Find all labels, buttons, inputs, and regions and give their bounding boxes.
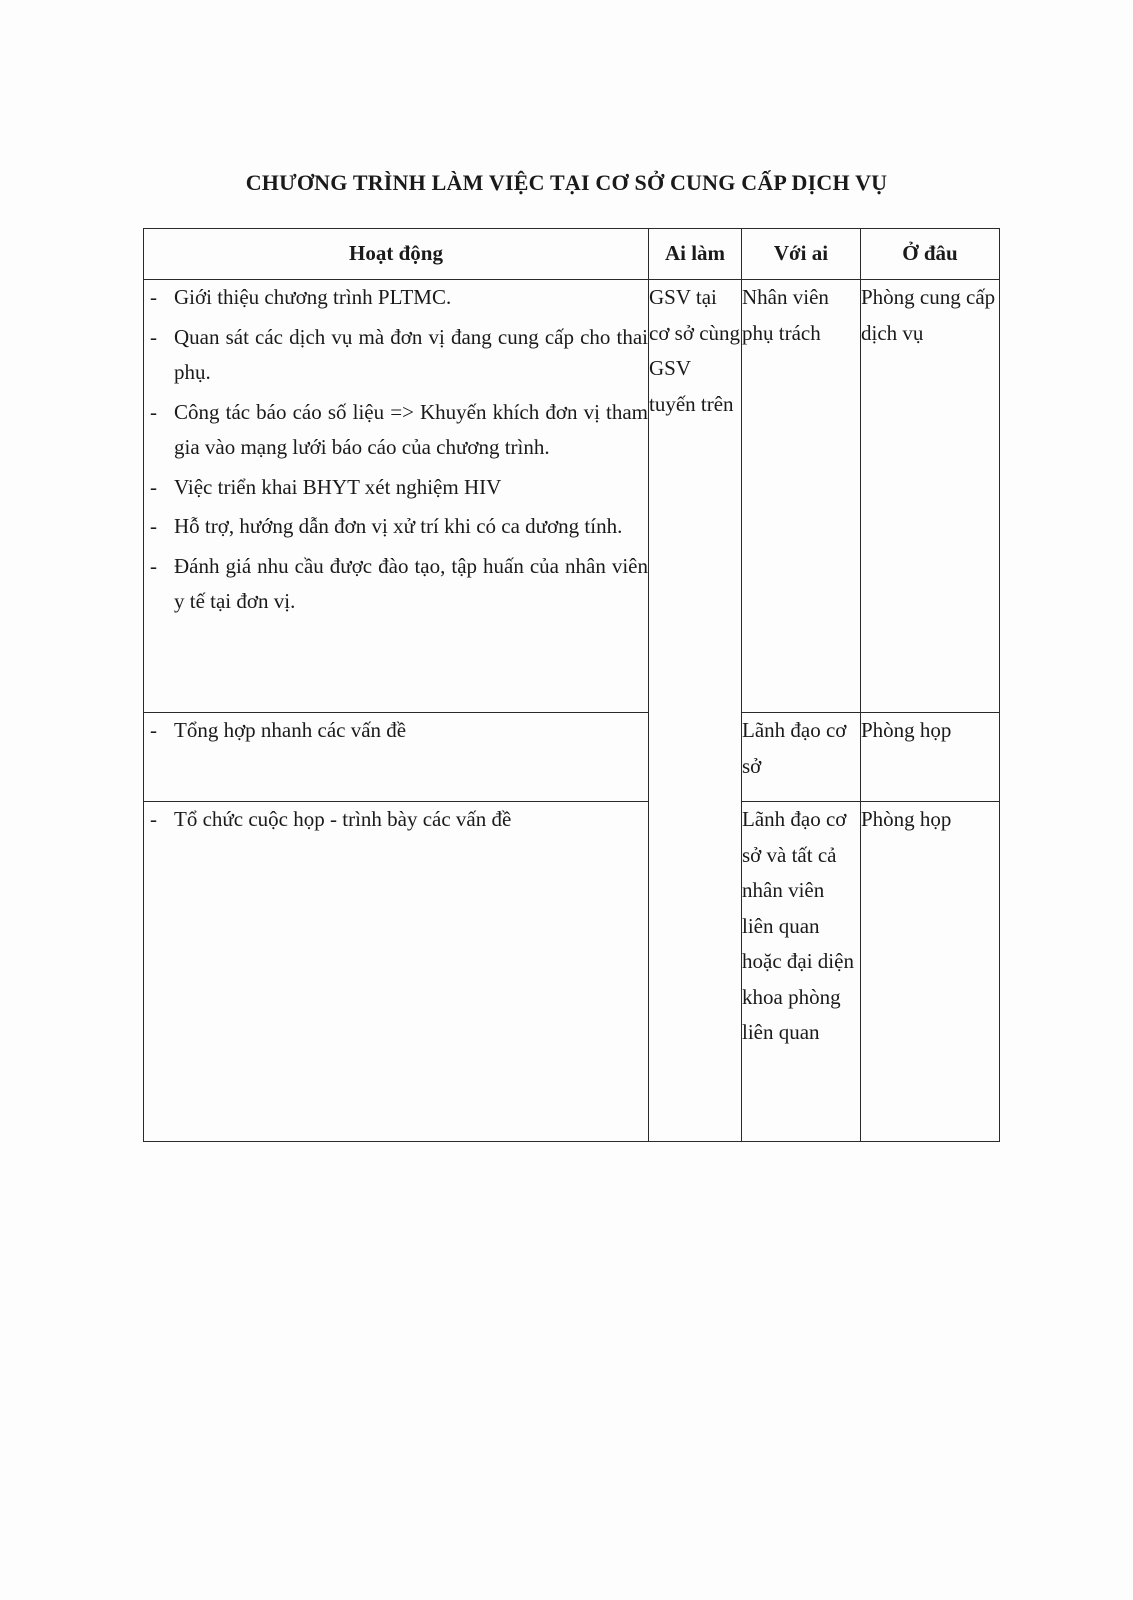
bullet-dash: -: [150, 553, 157, 578]
activity-text: Đánh giá nhu cầu được đào tạo, tập huấn của nhân viên y tế tại đơn vị.: [174, 553, 648, 613]
document-title: CHƯƠNG TRÌNH LÀM VIỆC TẠI CƠ SỞ CUNG CẤP DỊCH VỤ: [245, 170, 888, 195]
list-item: [144, 280, 648, 316]
bullet-dash: -: [150, 324, 157, 349]
table-row: [144, 802, 1000, 1142]
activity-cell: [144, 802, 649, 1142]
bullet-dash: -: [150, 718, 157, 742]
list-item: [144, 802, 648, 838]
activity-text: Giới thiệu chương trình PLTMC.: [174, 285, 452, 309]
where-cell: Phòng cung cấp dịch vụ: [861, 280, 1000, 713]
list-item: [144, 395, 648, 466]
activity-list: [144, 802, 648, 838]
header-activity: Hoạt động: [144, 229, 649, 280]
activity-cell: [144, 713, 649, 802]
activity-list: [144, 280, 648, 620]
where-cell: Phòng họp: [861, 802, 1000, 1142]
where-cell: Phòng họp: [861, 713, 1000, 802]
activity-text: Hỗ trợ, hướng dẫn đơn vị xử trí khi có ca dương tính.: [174, 514, 623, 538]
who-cell: GSV tại cơ sở cùng GSV tuyến trên: [649, 280, 742, 1142]
activity-list: [144, 713, 648, 749]
work-program-table: [143, 228, 1000, 1142]
activity-text: Công tác báo cáo số liệu => Khuyến khích đơn vị tham gia vào mạng lưới báo cáo của chương trình.: [174, 399, 648, 459]
list-item: [144, 470, 648, 506]
bullet-dash: -: [150, 807, 157, 831]
with-whom-cell: Lãnh đạo cơ sở và tất cả nhân viên liên quan hoặc đại diện khoa phòng liên quan: [742, 802, 861, 1142]
table-header-row: [144, 229, 1000, 280]
activity-cell: [144, 280, 649, 713]
table-row: [144, 280, 1000, 713]
activity-text: Quan sát các dịch vụ mà đơn vị đang cung cấp cho thai phụ.: [174, 324, 648, 384]
table-row: [144, 713, 1000, 802]
bullet-dash: -: [150, 514, 157, 538]
bullet-dash: -: [150, 399, 157, 424]
header-where: Ở đâu: [861, 229, 1000, 280]
activity-text: Việc triển khai BHYT xét nghiệm HIV: [174, 474, 502, 499]
header-with-whom: Với ai: [742, 229, 861, 280]
list-item: [144, 713, 648, 749]
list-item: [144, 320, 648, 391]
list-item: [144, 549, 648, 620]
bullet-dash: -: [150, 285, 157, 309]
with-whom-cell: Lãnh đạo cơ sở: [742, 713, 861, 802]
header-who: Ai làm: [649, 229, 742, 280]
with-whom-cell: Nhân viên phụ trách: [742, 280, 861, 713]
list-item: [144, 509, 648, 545]
bullet-dash: -: [150, 474, 157, 499]
activity-text: Tổ chức cuộc họp - trình bày các vấn đề: [174, 807, 512, 831]
activity-text: Tổng hợp nhanh các vấn đề: [174, 718, 407, 742]
